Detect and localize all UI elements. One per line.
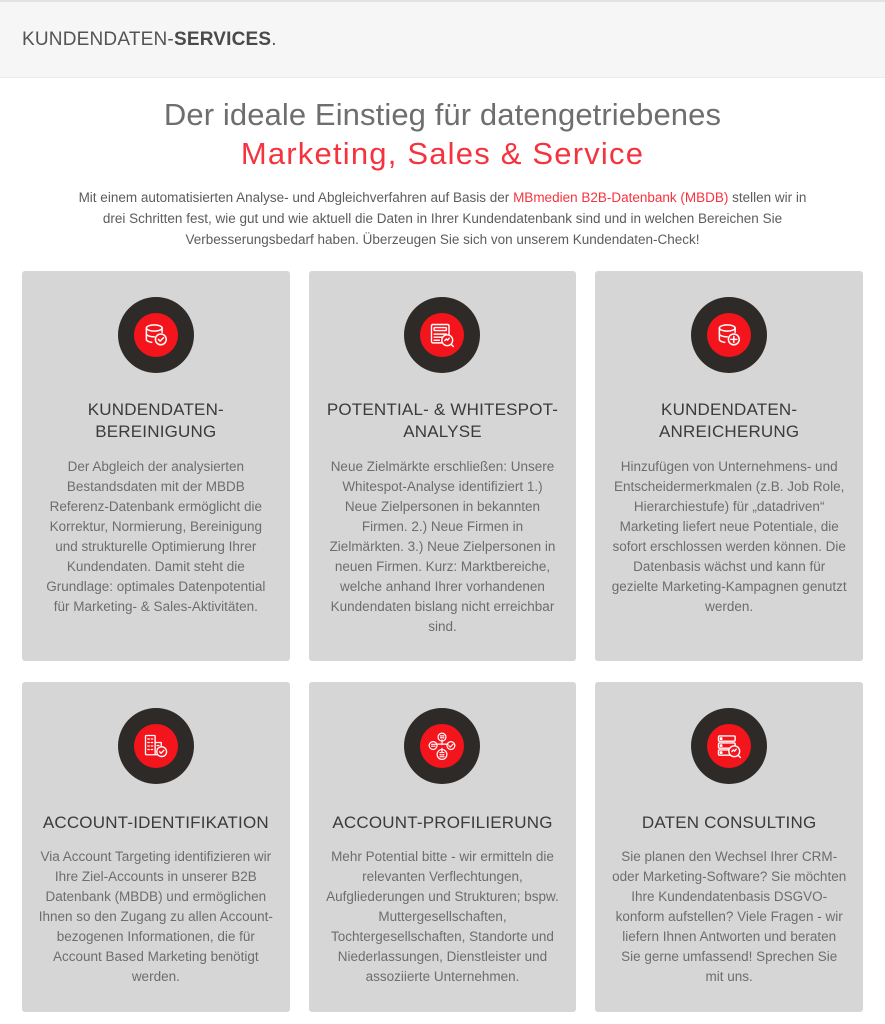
intro-highlight-link[interactable]: MBmedien B2B-Datenbank (MBDB) — [513, 190, 729, 205]
intro-text-part1: Mit einem automatisierten Analyse- und Abgleichverfahren auf Basis der — [78, 190, 514, 205]
card-body: Sie planen den Wechsel Ihrer CRM- oder Marketing-Software? Sie möchten Ihre Kundendatenbasis DSGVO-konform aufstellen? Viele Fragen - wir liefern Ihnen Antworten und beraten Sie gerne umfassend! Sprechen Sie mit uns. — [612, 849, 847, 984]
report-search-icon — [420, 313, 464, 357]
card-body: Der Abgleich der analysierten Bestandsdaten mit der MBDB Referenz-Datenbank ermöglicht die Korrektur, Normierung, Bereinigung und strukturelle Optimierung Ihrer Kundendaten. Damit steht die Grundlage: optimales Datenpotential für Marketing- & Sales-Aktivitäten. — [46, 459, 266, 614]
intro-text-part2: stellen wir in drei Schritten fest, wie gut und wie aktuell die Daten in Ihrer Kundendatenbank sind und in welchen Bereichen Sie Verbesserungsbedarf haben. Überzeugen Sie sich von unserem Kundendaten-Check! — [102, 190, 807, 247]
icon-badge — [118, 297, 194, 373]
database-plus-icon — [707, 313, 751, 357]
brand-title — [22, 29, 277, 51]
icon-badge — [404, 708, 480, 784]
building-check-icon — [134, 724, 178, 768]
page-title-line1: Der ideale Einstieg für datengetriebenes — [163, 97, 722, 132]
database-check-icon — [134, 313, 178, 357]
service-card[interactable] — [22, 682, 290, 1012]
icon-badge — [691, 297, 767, 373]
service-card[interactable] — [22, 271, 290, 661]
company-network-icon — [420, 724, 464, 768]
card-body: Mehr Potential bitte - wir ermitteln die relevanten Verflechtungen, Aufgliederungen und Strukturen; bspw. Muttergesellschaften, Tochtergesellschaften, Standorte und Niederlassungen, Dienstleister und assoziierte Unternehmen. — [326, 849, 559, 984]
card-title: ACCOUNT-PROFILIERUNG — [332, 813, 553, 832]
hero-section — [0, 78, 885, 250]
card-body: Hinzufügen von Unternehmens- und Entscheidermerkmalen (z.B. Job Role, Hierarchiestufe) für „datadriven“ Marketing liefert neue Potentiale, die sofort erschlossen werden können. Die Datenbasis wächst und kann für gezielte Marketing-Kampagnen genutzt werden. — [611, 459, 847, 614]
service-card[interactable] — [309, 682, 577, 1012]
icon-badge — [691, 708, 767, 784]
service-card[interactable] — [309, 271, 577, 661]
brand-strong: SERVICES — [173, 28, 272, 50]
page-title-line2: Marketing, Sales & Service — [240, 136, 645, 171]
card-body: Via Account Targeting identifizieren wir Ihre Ziel-Accounts in unserer B2B Datenbank (MBDB) und ermöglichen Ihnen so den Zugang zu allen Account-bezogenen Informationen, die für Account Based Marketing benötigt werden. — [38, 849, 273, 984]
card-title: POTENTIAL- & WHITESPOT-ANALYSE — [326, 400, 559, 441]
site-header — [0, 0, 885, 78]
brand-prefix: KUNDENDATEN- — [22, 28, 174, 50]
card-title: ACCOUNT-IDENTIFIKATION — [42, 813, 269, 832]
brand-suffix: . — [271, 28, 277, 50]
service-card[interactable] — [595, 271, 863, 661]
service-card-grid-row-1 — [0, 271, 885, 661]
icon-badge — [404, 297, 480, 373]
card-title: KUNDENDATEN-BEREINIGUNG — [87, 400, 224, 441]
server-search-icon — [707, 724, 751, 768]
card-title: DATEN CONSULTING — [641, 813, 817, 832]
card-title: KUNDENDATEN-ANREICHERUNG — [659, 400, 800, 441]
card-body: Neue Zielmärkte erschließen: Unsere Whitespot-Analyse identifiziert 1.) Neue Zielpersonen in bekannten Firmen. 2.) Neue Firmen in Zielmärkten. 3.) Neue Zielpersonen in neuen Firmen. Kurz: Marktbereiche, welche anhand Ihrer vorhandenen Kundendaten bislang nicht erreichbar sind. — [329, 459, 556, 634]
service-card-grid-row-2 — [0, 682, 885, 1012]
intro-paragraph — [73, 187, 813, 250]
service-card[interactable] — [595, 682, 863, 1012]
icon-badge — [118, 708, 194, 784]
